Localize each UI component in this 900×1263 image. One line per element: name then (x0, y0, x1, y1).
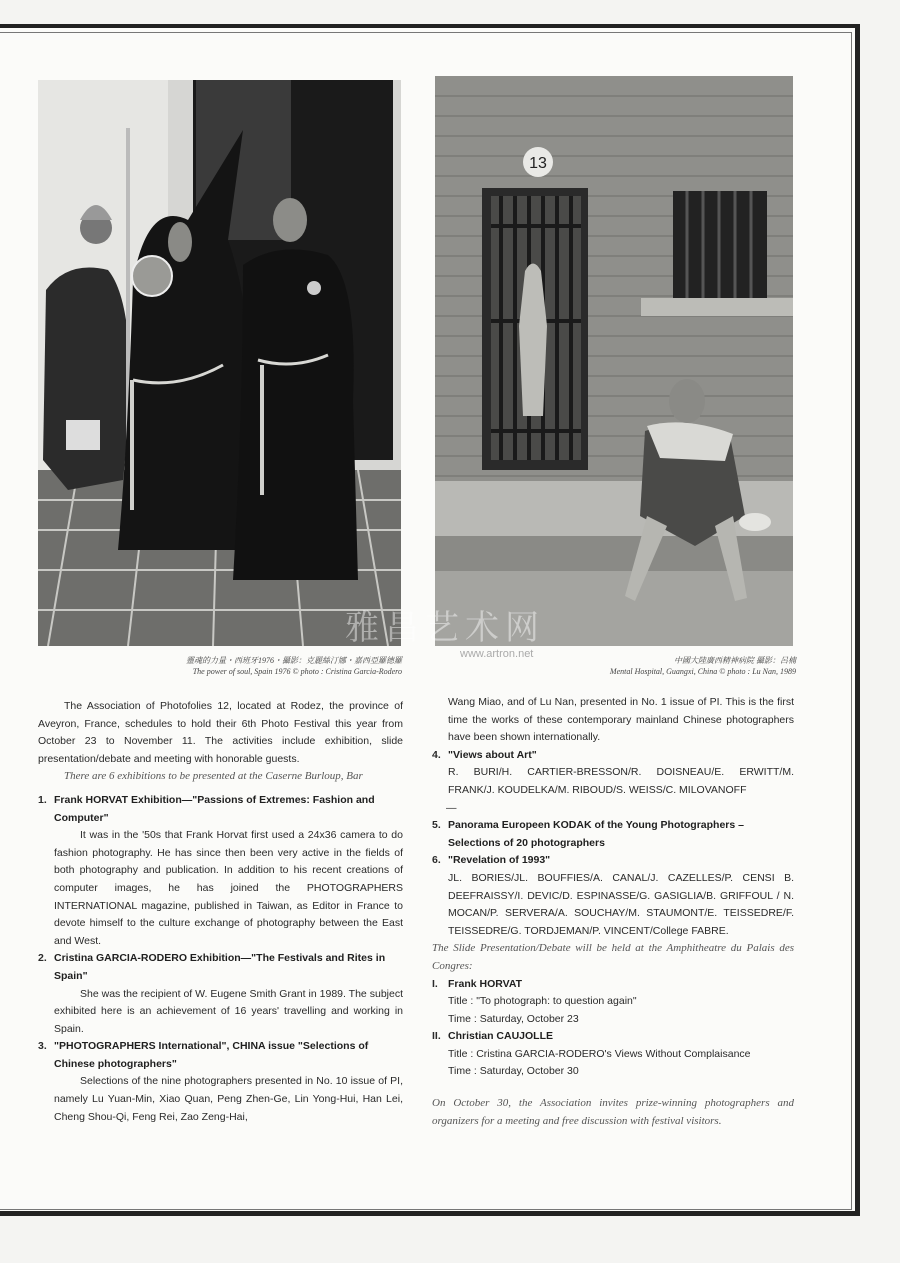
caption-left-english: The power of soul, Spain 1976 © photo : Cristina Garcia-Rodero (192, 667, 402, 676)
talk-speaker: Frank HORVAT (448, 977, 523, 990)
item-body: Selections of the nine photographers presented in No. 10 issue of PI, namely Lu Yuan-Min, Xiao Quan, Peng Zhen-Ge, Lin Yong-Hui, Han Lei, Cheng Shou-Qi, Feng Rei, Zao Zeng-Hai, (54, 1075, 403, 1123)
exhibition-item-5 (432, 817, 794, 852)
talk-time: Time : Saturday, October 30 (448, 1065, 579, 1078)
photo-hospital (435, 76, 793, 646)
item-number: 6. (432, 854, 441, 867)
item-body: R. BURI/H. CARTIER-BRESSON/R. DOISNEAU/E. ERWITT/M. FRANK/J. KOUDELKA/M. RIBOUD/S. WEISS/C. MILOVANOFF (448, 766, 794, 796)
caption-right (560, 655, 796, 677)
watermark-url: www.artron.net (460, 648, 534, 660)
talk-title: Title : "To photograph: to question again" (448, 995, 637, 1008)
left-text-column (38, 698, 403, 1126)
exhibition-item-3 (38, 1038, 403, 1073)
exhibitions-intro: There are 6 exhibitions to be presented at the Caserne Burloup, Bar (64, 770, 363, 783)
talk-title: Title : Cristina GARCIA-RODERO's Views Without Complaisance (448, 1047, 751, 1060)
item-title: "Revelation of 1993" (448, 854, 551, 867)
exhibition-item-1 (38, 792, 403, 827)
hospital-photo-icon (435, 76, 793, 646)
exhibition-item-2 (38, 950, 403, 985)
right-text-column (432, 694, 794, 1130)
item-title: Frank HORVAT Exhibition—"Passions of Extremes: Fashion and Computer" (54, 793, 375, 824)
svg-text:13: 13 (529, 155, 547, 172)
photo-procession (38, 80, 401, 646)
caption-left-chinese: 靈魂的力量・西班牙1976・攝影：克麗絲汀娜・嘉西亞羅德羅 (186, 656, 402, 665)
item-number: 1. (38, 793, 47, 806)
caption-right-chinese: 中國大陸廣西精神病院 攝影：呂楠 (674, 656, 796, 665)
talk-number: II. (432, 1030, 441, 1043)
item-title: "Views about Art" (448, 748, 537, 761)
intro-paragraph: The Association of Photofolies 12, located at Rodez, the province of Aveyron, France, schedules to hold their 6th Photo Festival this year from October 23 to November 11. The activities include exhibition, slide presentation/debate and meeting with honorable guests. (38, 700, 403, 765)
talk-1 (432, 976, 794, 994)
item-3-continuation: Wang Miao, and of Lu Nan, presented in No. 1 issue of PI. This is the first time the works of these contemporary mainland Chinese photographers have been shown internationally. (448, 696, 794, 744)
item-number: 2. (38, 952, 47, 965)
watermark-chinese: 雅昌艺术网 (345, 608, 545, 648)
slide-intro: The Slide Presentation/Debate will be held at the Amphitheatre du Palais des Congres: (432, 942, 794, 972)
item-body: She was the recipient of W. Eugene Smith Grant in 1989. The subject exhibited here is an achievement of 16 years' travelling and working in Spain. (54, 987, 403, 1035)
caption-right-english: Mental Hospital, Guangxi, China © photo : Lu Nan, 1989 (609, 667, 796, 676)
item-body: It was in the '50s that Frank Horvat first used a 24x36 camera to do fashion photography. He has since then been very active in the fields of both photography and publication. In addition to his recent creations of computer images, he has joined the PHOTOGRAPHERS INTERNATIONAL magazine, published in Taiwan, as Editor in France to devote himself to the culture exchange of photography between the East and West. (54, 829, 403, 947)
item-title: "PHOTOGRAPHERS International", CHINA issue "Selections of Chinese photographers" (54, 1040, 369, 1070)
caption-left (100, 655, 402, 677)
item-number: 3. (38, 1040, 47, 1053)
exhibition-item-6 (432, 852, 794, 870)
exhibition-item-4 (432, 747, 794, 765)
closing-note: On October 30, the Association invites prize-winning photographers and organizers for a meeting and free discussion with festival visitors. (432, 1097, 794, 1127)
item-title: Panorama Europeen KODAK of the Young Photographers – Selections of 20 photographers (448, 819, 744, 849)
talk-time: Time : Saturday, October 23 (448, 1012, 579, 1025)
item-number: 5. (432, 819, 441, 832)
item-number: 4. (432, 748, 441, 761)
item-body: JL. BORIES/JL. BOUFFIES/A. CANAL/J. CAZELLES/P. CENSI B. DEEFRAISSY/I. DEVIC/D. ESPINASSE/G. GASIGLIA/B. GRIFFOUL / N. MOCAN/P. SERVERA/A. SOUCHAY/M. STAUMONT/E. TEISSEDRE/F. TEISSEDRE/G. TORDJEMAN/P. VINCENT/College FABRE. (448, 871, 794, 937)
talk-2 (432, 1028, 794, 1046)
item-title: Cristina GARCIA-RODERO Exhibition—"The Festivals and Rites in Spain" (54, 952, 386, 982)
procession-photo-icon (38, 80, 401, 646)
talk-speaker: Christian CAUJOLLE (448, 1030, 554, 1043)
talk-number: I. (432, 977, 438, 990)
item-dash: — (446, 801, 457, 814)
